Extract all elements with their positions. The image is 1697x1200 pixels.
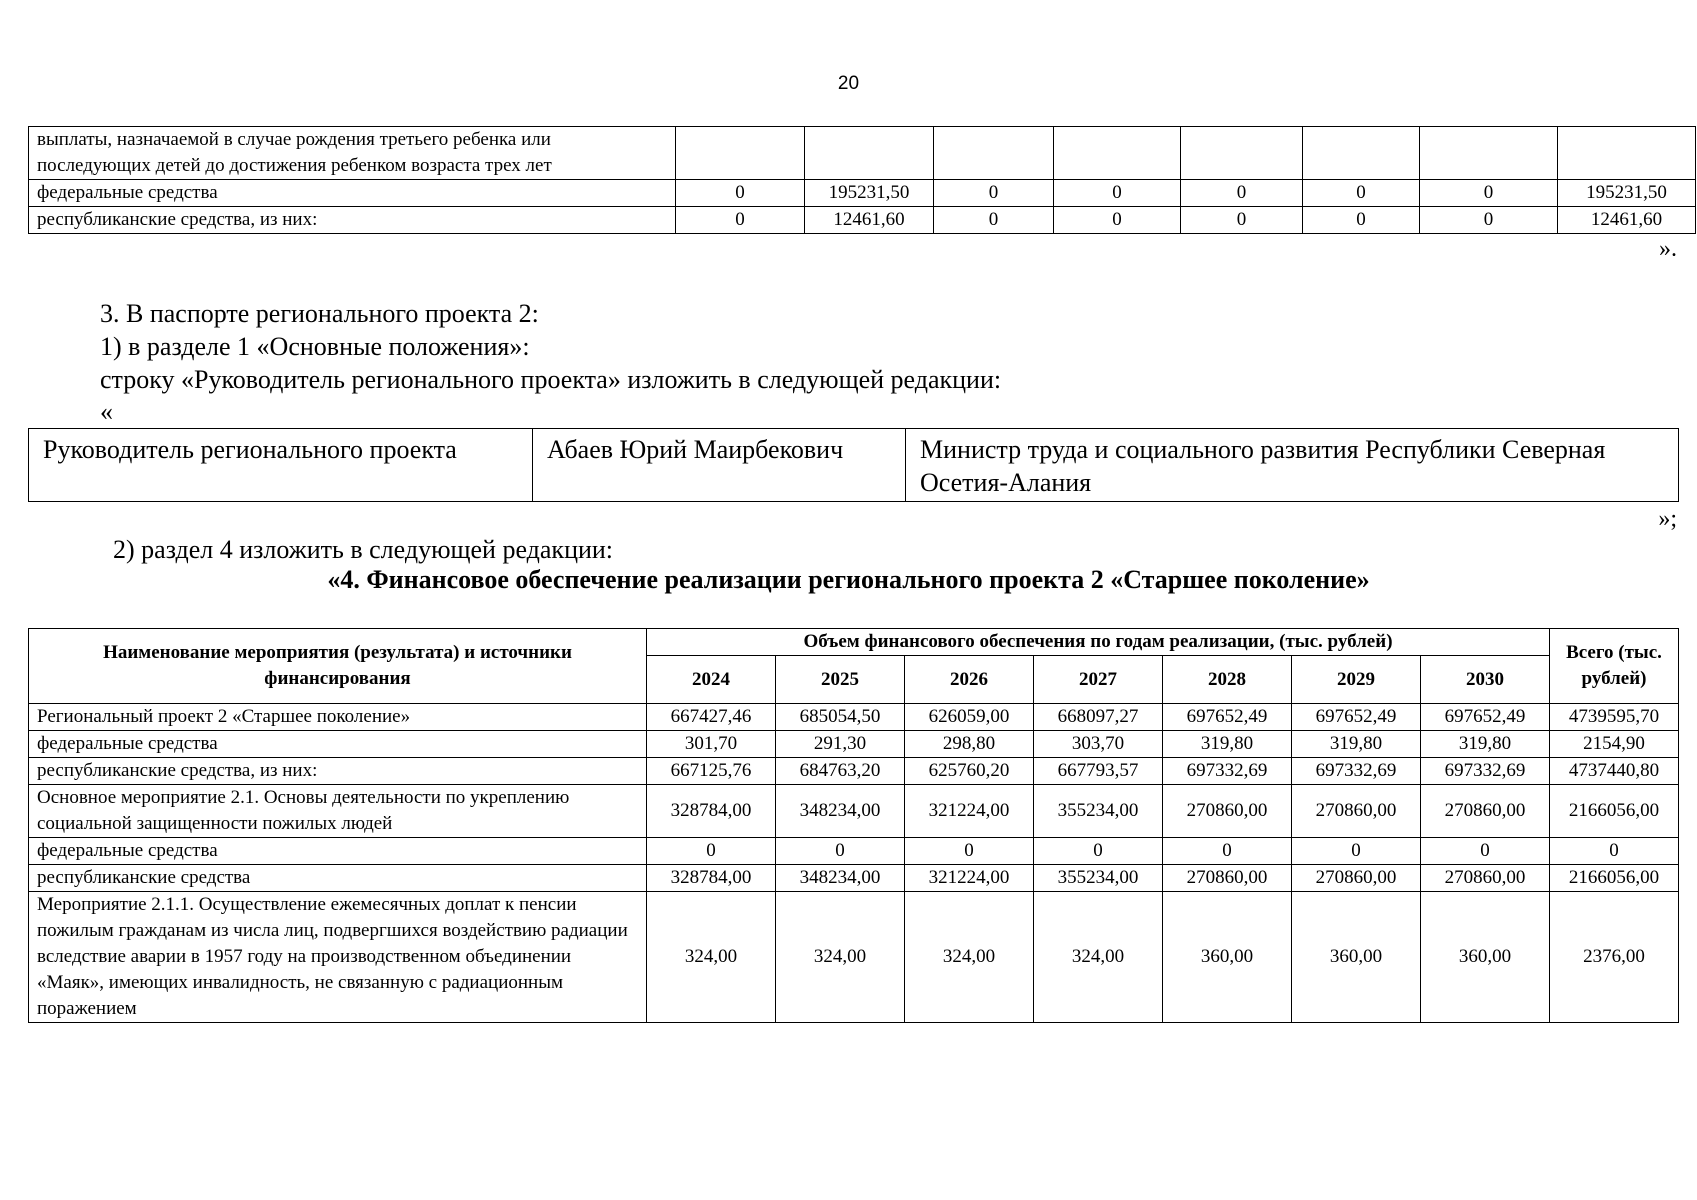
year-header: 2026 (905, 656, 1034, 704)
header-row (29, 629, 1679, 656)
project-head-table (28, 428, 1679, 502)
value-cell (934, 127, 1054, 180)
value-cell: 321224,00 (905, 785, 1034, 838)
value-cell: 0 (1292, 838, 1421, 865)
head-position-cell: Министр труда и социального развития Республики Северная Осетия-Алания (906, 429, 1679, 502)
row-label: выплаты, назначаемой в случае рождения третьего ребенка или последующих детей до достижения ребенком возраста трех лет (29, 127, 676, 180)
value-cell (1420, 127, 1558, 180)
value-cell: 270860,00 (1292, 785, 1421, 838)
value-cell: 298,80 (905, 731, 1034, 758)
value-cell: 360,00 (1421, 892, 1550, 1023)
value-cell: 270860,00 (1421, 865, 1550, 892)
value-cell: 0 (1181, 207, 1303, 234)
row-label: Региональный проект 2 «Старшее поколение» (29, 704, 647, 731)
value-cell: 324,00 (1034, 892, 1163, 1023)
value-cell: 0 (1303, 180, 1420, 207)
value-cell: 685054,50 (776, 704, 905, 731)
value-cell: 2166056,00 (1550, 785, 1679, 838)
value-cell: 4739595,70 (1550, 704, 1679, 731)
head-name-cell: Абаев Юрий Маирбекович (533, 429, 906, 502)
value-cell: 626059,00 (905, 704, 1034, 731)
value-cell: 324,00 (905, 892, 1034, 1023)
value-cell: 2154,90 (1550, 731, 1679, 758)
value-cell: 319,80 (1163, 731, 1292, 758)
value-cell: 303,70 (1034, 731, 1163, 758)
value-cell: 291,30 (776, 731, 905, 758)
row-label: республиканские средства (29, 865, 647, 892)
value-cell: 324,00 (647, 892, 776, 1023)
section-title: «4. Финансовое обеспечение реализации регионального проекта 2 «Старшее поколение» (327, 565, 1370, 594)
closing-quote: »; (1658, 506, 1677, 532)
table-row (29, 758, 1679, 785)
table-row (29, 429, 1679, 502)
value-cell: 12461,60 (805, 207, 934, 234)
item-3-text: строку «Руководитель регионального проекта» изложить в следующей редакции: (100, 365, 1002, 394)
row-label: республиканские средства, из них: (29, 207, 676, 234)
year-header: 2024 (647, 656, 776, 704)
value-cell: 0 (776, 838, 905, 865)
continuation-table (28, 126, 1696, 234)
head-label-cell: Руководитель регионального проекта (29, 429, 533, 502)
value-cell: 0 (676, 180, 805, 207)
value-cell: 668097,27 (1034, 704, 1163, 731)
financing-table-body (29, 704, 1679, 1023)
value-cell: 0 (1550, 838, 1679, 865)
value-cell: 0 (1420, 180, 1558, 207)
value-cell: 348234,00 (776, 865, 905, 892)
table-row (29, 731, 1679, 758)
value-cell: 0 (676, 207, 805, 234)
table-row (29, 892, 1679, 1023)
value-cell: 697332,69 (1163, 758, 1292, 785)
row-label: федеральные средства (29, 180, 676, 207)
value-cell (1054, 127, 1181, 180)
value-cell: 0 (1054, 207, 1181, 234)
value-cell: 360,00 (1163, 892, 1292, 1023)
header-volume: Объем финансового обеспечения по годам реализации, (тыс. рублей) (647, 629, 1550, 656)
value-cell: 0 (1303, 207, 1420, 234)
value-cell: 0 (934, 207, 1054, 234)
value-cell: 0 (1034, 838, 1163, 865)
table-row (29, 838, 1679, 865)
value-cell: 360,00 (1292, 892, 1421, 1023)
item-3-2-heading: 2) раздел 4 изложить в следующей редакции: (113, 535, 614, 564)
value-cell: 0 (905, 838, 1034, 865)
value-cell: 328784,00 (647, 785, 776, 838)
value-cell: 319,80 (1292, 731, 1421, 758)
page-number: 20 (837, 73, 860, 94)
row-label: Основное мероприятие 2.1. Основы деятельности по укреплению социальной защищенности пожилых людей (29, 785, 647, 838)
value-cell: 328784,00 (647, 865, 776, 892)
value-cell: 667793,57 (1034, 758, 1163, 785)
value-cell: 301,70 (647, 731, 776, 758)
value-cell: 4737440,80 (1550, 758, 1679, 785)
table-row (29, 865, 1679, 892)
table-row (29, 785, 1679, 838)
value-cell: 270860,00 (1421, 785, 1550, 838)
value-cell: 0 (1054, 180, 1181, 207)
item-3-1-heading: 1) в разделе 1 «Основные положения»: (100, 332, 530, 361)
year-header: 2027 (1034, 656, 1163, 704)
value-cell: 697332,69 (1292, 758, 1421, 785)
continuation-table-body (29, 127, 1696, 234)
year-header: 2029 (1292, 656, 1421, 704)
header-total: Всего (тыс. рублей) (1550, 629, 1679, 704)
value-cell: 270860,00 (1163, 785, 1292, 838)
value-cell: 0 (1163, 838, 1292, 865)
value-cell: 355234,00 (1034, 865, 1163, 892)
value-cell: 321224,00 (905, 865, 1034, 892)
year-header: 2028 (1163, 656, 1292, 704)
value-cell: 319,80 (1421, 731, 1550, 758)
value-cell: 355234,00 (1034, 785, 1163, 838)
value-cell: 697652,49 (1292, 704, 1421, 731)
table-row (29, 207, 1696, 234)
value-cell: 2166056,00 (1550, 865, 1679, 892)
row-label: республиканские средства, из них: (29, 758, 647, 785)
value-cell: 195231,50 (1558, 180, 1696, 207)
value-cell: 324,00 (776, 892, 905, 1023)
value-cell: 625760,20 (905, 758, 1034, 785)
value-cell: 270860,00 (1163, 865, 1292, 892)
value-cell: 2376,00 (1550, 892, 1679, 1023)
value-cell: 697652,49 (1163, 704, 1292, 731)
year-header: 2030 (1421, 656, 1550, 704)
value-cell: 348234,00 (776, 785, 905, 838)
value-cell: 0 (934, 180, 1054, 207)
row-label: федеральные средства (29, 731, 647, 758)
value-cell: 0 (1420, 207, 1558, 234)
value-cell (1558, 127, 1696, 180)
value-cell: 195231,50 (805, 180, 934, 207)
value-cell: 667427,46 (647, 704, 776, 731)
value-cell: 270860,00 (1292, 865, 1421, 892)
financing-table (28, 628, 1679, 1023)
year-header: 2025 (776, 656, 905, 704)
row-label: федеральные средства (29, 838, 647, 865)
opening-quote: « (100, 397, 113, 426)
value-cell (1181, 127, 1303, 180)
value-cell: 667125,76 (647, 758, 776, 785)
table-row (29, 127, 1696, 180)
value-cell (676, 127, 805, 180)
value-cell: 0 (1421, 838, 1550, 865)
closing-quote: ». (1659, 236, 1677, 262)
value-cell: 0 (1181, 180, 1303, 207)
row-label: Мероприятие 2.1.1. Осуществление ежемесячных доплат к пенсии пожилым гражданам из числа лиц, подвергшихся воздействию радиации вследствие аварии в 1957 году на производственном объединении «Маяк», имеющих инвалидность, не связанную с радиационным поражением (29, 892, 647, 1023)
table-row (29, 180, 1696, 207)
table-row (29, 704, 1679, 731)
value-cell: 697332,69 (1421, 758, 1550, 785)
value-cell: 12461,60 (1558, 207, 1696, 234)
value-cell (805, 127, 934, 180)
value-cell: 0 (647, 838, 776, 865)
value-cell (1303, 127, 1420, 180)
item-3-heading: 3. В паспорте регионального проекта 2: (100, 299, 539, 328)
value-cell: 684763,20 (776, 758, 905, 785)
value-cell: 697652,49 (1421, 704, 1550, 731)
header-name: Наименование мероприятия (результата) и источники финансирования (29, 629, 647, 704)
